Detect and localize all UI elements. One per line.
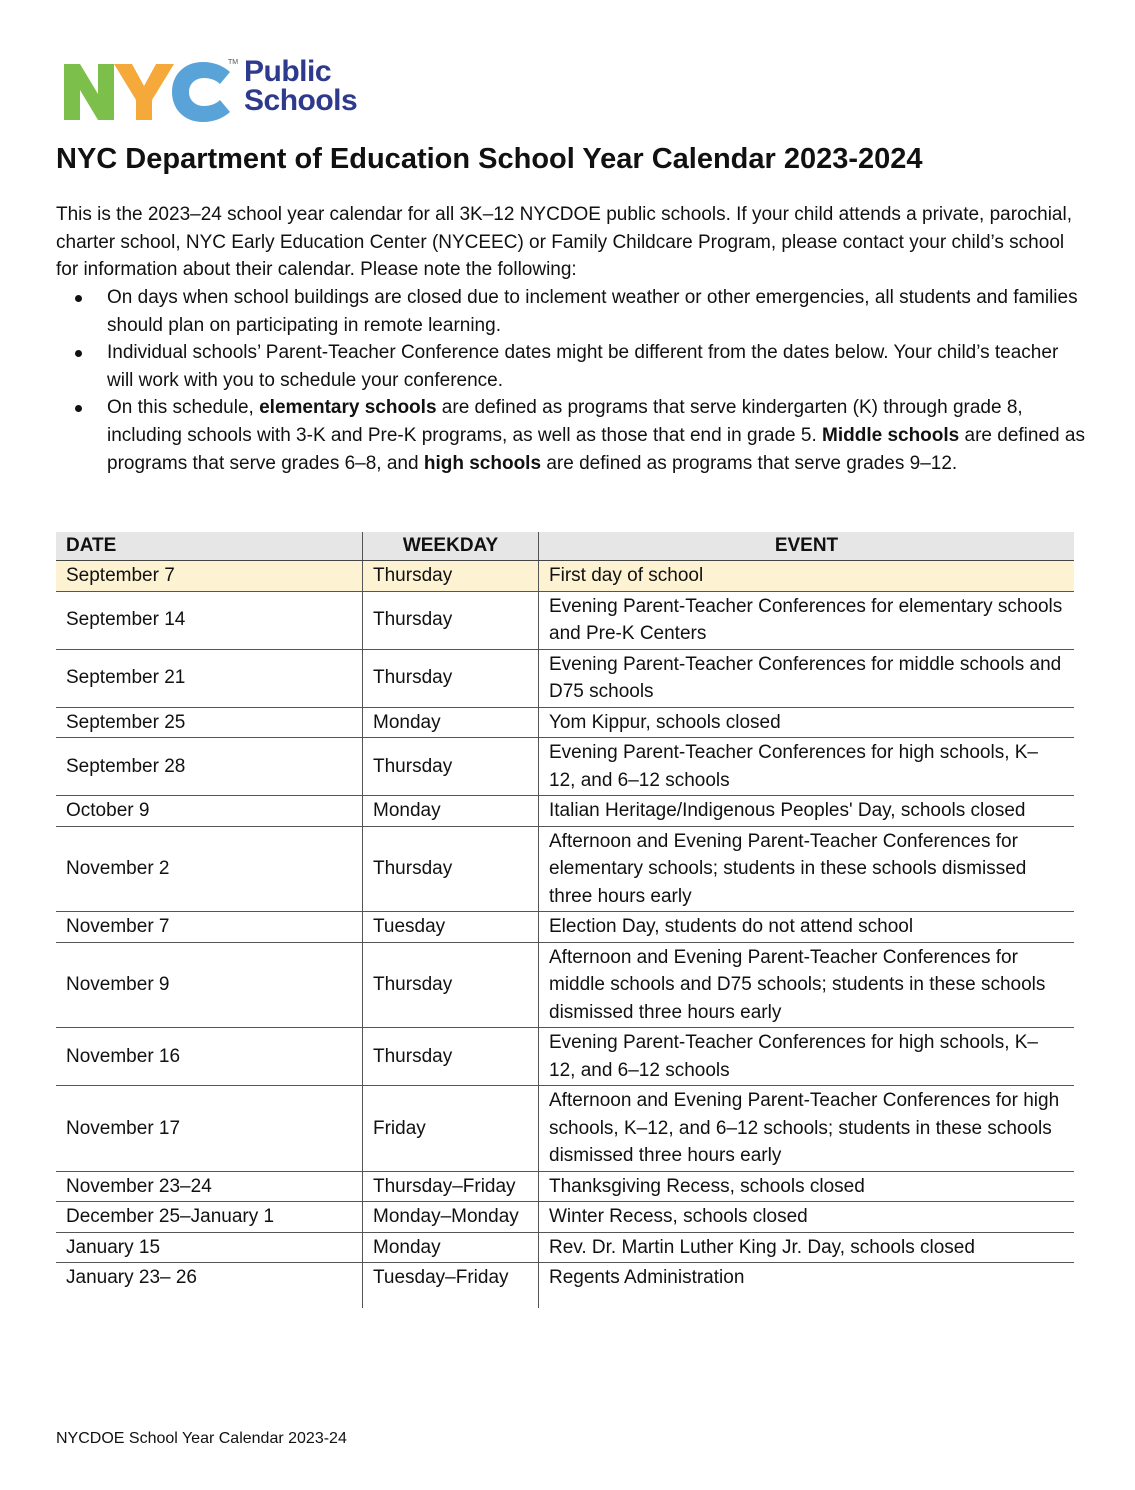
weekday-cell: Monday–Monday (363, 1202, 539, 1233)
table-row (56, 942, 1074, 1028)
weekday-cell: Thursday (363, 942, 539, 1028)
date-cell: September 14 (56, 591, 363, 649)
note-text: are defined as programs that serve grades 6–8, and (107, 424, 1085, 474)
event-cell: Regents Administration (549, 1267, 745, 1288)
note-text: On days when school buildings are closed due to inclement weather or other emergencies, all students and families should plan on participating in remote learning. (107, 287, 1078, 336)
weekday-cell: Tuesday (363, 912, 539, 943)
weekday-cell: Thursday (363, 738, 539, 796)
table-row (56, 1086, 1074, 1172)
nyc-public-schools-logo (62, 55, 392, 125)
weekday-cell: Thursday (363, 591, 539, 649)
note-text: Individual schools’ Parent-Teacher Conference dates might be different from the dates below. Your child’s teacher will work with you to schedule your conference. (107, 342, 1059, 391)
table-row (56, 1263, 1074, 1308)
date-cell: November 23–24 (56, 1171, 363, 1202)
weekday-cell: Friday (363, 1086, 539, 1172)
date-cell: January 15 (56, 1232, 363, 1263)
table-row (56, 561, 1074, 592)
column-header-date: DATE (56, 532, 363, 561)
date-cell: September 21 (56, 649, 363, 707)
date-cell: November 9 (56, 942, 363, 1028)
event-cell: Rev. Dr. Martin Luther King Jr. Day, schools closed (539, 1232, 1075, 1263)
column-header-event: EVENT (539, 532, 1075, 561)
weekday-cell: Monday (363, 707, 539, 738)
event-cell: Winter Recess, schools closed (539, 1202, 1075, 1233)
weekday-cell: Tuesday–Friday (363, 1263, 539, 1308)
table-row (56, 707, 1074, 738)
table-row (56, 649, 1074, 707)
note-text: On this schedule, (107, 397, 260, 419)
event-cell: Italian Heritage/Indigenous Peoples' Day, schools closed (539, 796, 1075, 827)
column-header-weekday: WEEKDAY (363, 532, 539, 561)
calendar-body (56, 561, 1074, 1308)
weekday-cell: Monday (363, 1232, 539, 1263)
date-cell: November 7 (56, 912, 363, 943)
table-row (56, 912, 1074, 943)
calendar-table (56, 532, 1074, 1308)
table-row (56, 1232, 1074, 1263)
table-row (56, 1028, 1074, 1086)
weekday-cell: Thursday (363, 826, 539, 912)
event-cell: Evening Parent-Teacher Conferences for high schools, K–12, and 6–12 schools (539, 738, 1075, 796)
date-cell: September 7 (56, 561, 363, 592)
table-row (56, 738, 1074, 796)
date-cell: December 25–January 1 (56, 1202, 363, 1233)
trademark-mark: TM (228, 59, 239, 66)
note-text: are defined as programs that serve grades 9–12. (541, 452, 958, 474)
note-emphasis: Middle schools (822, 424, 960, 446)
note-item (56, 339, 1086, 394)
table-row (56, 1202, 1074, 1233)
event-cell: Afternoon and Evening Parent-Teacher Conferences for middle schools and D75 schools; students in these schools dismissed three hours early (539, 942, 1075, 1028)
logo-word-schools: Schools (244, 84, 358, 117)
page-title: NYC Department of Education School Year Calendar 2023-2024 (56, 143, 923, 175)
weekday-cell: Thursday (363, 561, 539, 592)
weekday-cell: Thursday–Friday (363, 1171, 539, 1202)
date-cell: January 23– 26 (66, 1267, 197, 1288)
event-cell: Afternoon and Evening Parent-Teacher Conferences for elementary schools; students in these schools dismissed three hours early (539, 826, 1075, 912)
calendar-header-row (56, 532, 1074, 561)
weekday-cell: Thursday (363, 1028, 539, 1086)
event-cell: Evening Parent-Teacher Conferences for high schools, K–12, and 6–12 schools (539, 1028, 1075, 1086)
table-row (56, 1171, 1074, 1202)
nyc-logo-mark (62, 60, 234, 124)
logo-wordmark (244, 57, 357, 115)
event-cell: Afternoon and Evening Parent-Teacher Conferences for high schools, K–12, and 6–12 schools; students in these schools dismissed three hours early (539, 1086, 1075, 1172)
note-item (56, 284, 1086, 339)
note-text: are defined as programs that serve kindergarten (K) through grade 8, including schools with 3-K and Pre-K programs, as well as those that end in grade 5. (107, 397, 1023, 446)
weekday-cell: Monday (363, 796, 539, 827)
event-cell: First day of school (539, 561, 1075, 592)
event-cell: Evening Parent-Teacher Conferences for middle schools and D75 schools (539, 649, 1075, 707)
date-cell: November 16 (56, 1028, 363, 1086)
date-cell: November 2 (56, 826, 363, 912)
notes-list (56, 284, 1086, 477)
date-cell: September 25 (56, 707, 363, 738)
note-item (56, 394, 1086, 477)
date-cell: November 17 (56, 1086, 363, 1172)
note-emphasis: elementary schools (259, 397, 437, 419)
table-row (56, 796, 1074, 827)
event-cell: Thanksgiving Recess, schools closed (539, 1171, 1075, 1202)
page-footer: NYCDOE School Year Calendar 2023-24 (56, 1430, 347, 1447)
table-row (56, 826, 1074, 912)
logo-word-public: Public (244, 55, 332, 88)
event-cell: Election Day, students do not attend school (539, 912, 1075, 943)
intro-paragraph: This is the 2023–24 school year calendar for all 3K–12 NYCDOE public schools. If your child attends a private, parochial, charter school, NYC Early Education Center (NYCEEC) or Family Childcare Program, please contact your child’s school for information about their calendar. Please note the following: (56, 204, 1072, 281)
event-cell: Evening Parent-Teacher Conferences for elementary schools and Pre-K Centers (539, 591, 1075, 649)
date-cell: October 9 (56, 796, 363, 827)
date-cell: September 28 (56, 738, 363, 796)
event-cell: Yom Kippur, schools closed (539, 707, 1075, 738)
note-emphasis: high schools (423, 452, 542, 474)
table-row (56, 591, 1074, 649)
weekday-cell: Thursday (363, 649, 539, 707)
